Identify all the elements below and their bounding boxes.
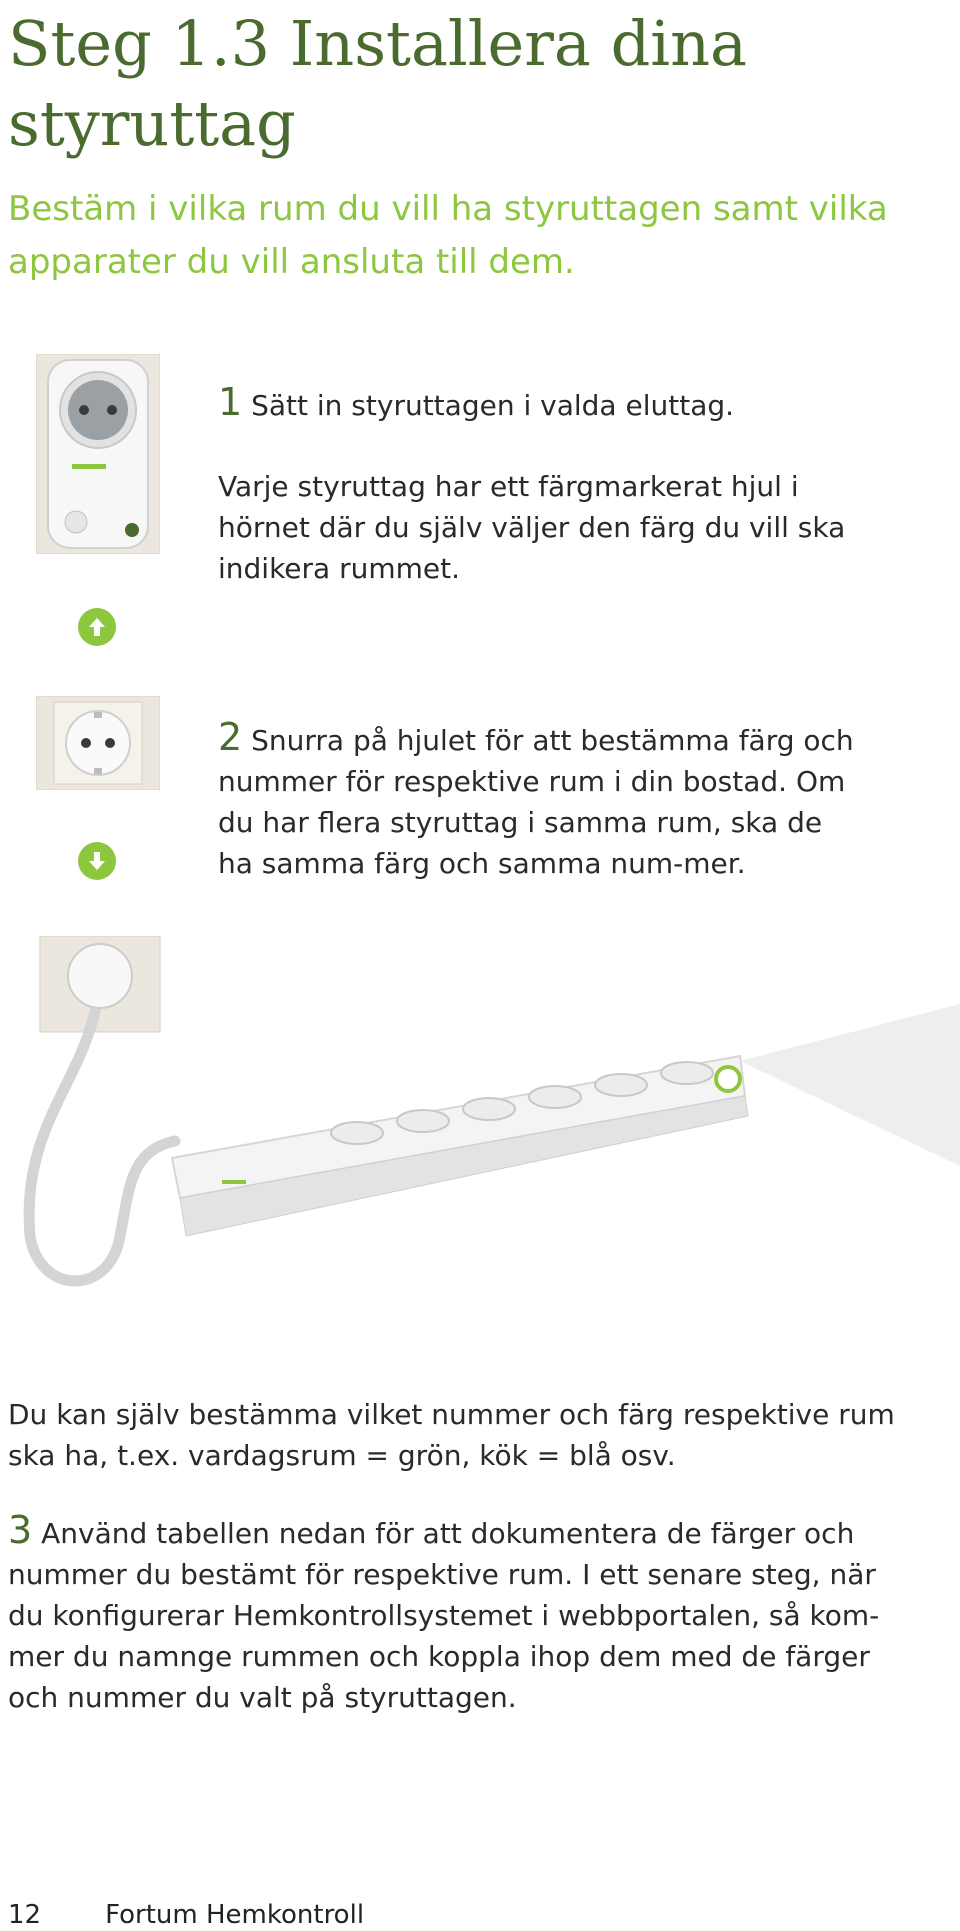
step-3-body: Använd tabellen nedan för att dokumentera de färger och nummer du bestämt för respektive rum. I ett senare steg, när du konfigurerar Hemkontrollsystemet i webbportalen, så kom-mer du namnge rummen och koppla ihop dem med de färger och nummer du valt på styruttagen. xyxy=(8,1517,880,1714)
arrow-up-icon xyxy=(78,608,116,646)
step-2-paragraph xyxy=(218,717,858,884)
power-strip-illustration xyxy=(0,936,960,1326)
step-3-number: 3 xyxy=(8,1508,33,1552)
wall-socket-illustration xyxy=(36,696,160,790)
page-footer xyxy=(8,1899,364,1931)
smart-plug-illustration xyxy=(36,354,160,554)
step-3-paragraph xyxy=(8,1510,908,1718)
step-2-body: Snurra på hjulet för att bestämma färg och nummer för respektive rum i din bostad. Om du har flera styruttag i samma rum, ska de ha samma färg och samma num-mer. xyxy=(218,724,854,880)
page-title: Steg 1.3 Installera dina styruttag xyxy=(8,7,747,160)
step-1-body: Varje styruttag har ett färgmarkerat hjul i hörnet där du själv väljer den färg du vill ska indikera rummet. xyxy=(218,470,846,585)
step-1-heading-text: Sätt in styruttagen i valda eluttag. xyxy=(251,389,735,422)
step-1-heading xyxy=(218,382,938,426)
arrow-down-icon xyxy=(78,842,116,880)
note-paragraph: Du kan själv bestämma vilket nummer och färg respektive rum ska ha, t.ex. vardagsrum = grön, kök = blå osv. xyxy=(8,1398,895,1472)
step-1-number: 1 xyxy=(218,380,243,424)
publication-name: Fortum Hemkontroll xyxy=(105,1900,365,1930)
lead-paragraph: Bestäm i vilka rum du vill ha styruttagen samt vilka apparater du vill ansluta till dem. xyxy=(8,189,888,282)
page-number: 12 xyxy=(8,1900,42,1930)
step-2-number: 2 xyxy=(218,715,243,759)
